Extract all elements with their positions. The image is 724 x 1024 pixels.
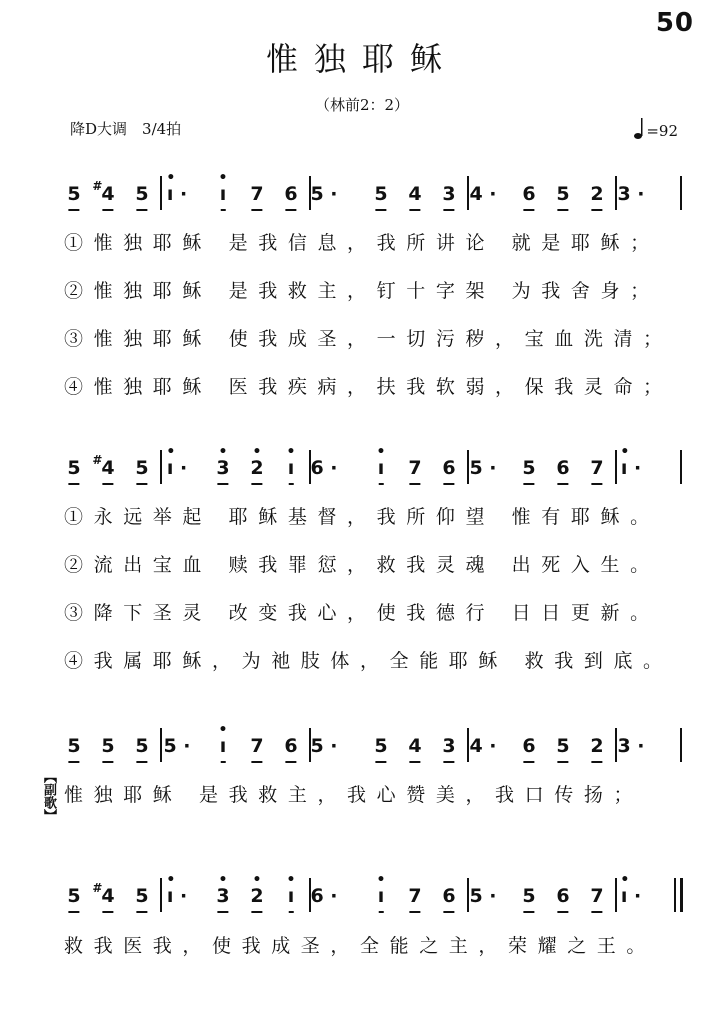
note-value: 2	[250, 885, 264, 907]
note	[617, 180, 644, 208]
octave-dot: •	[286, 872, 296, 888]
note-value: 7	[250, 183, 264, 205]
note	[620, 872, 642, 910]
note	[216, 872, 230, 910]
note	[442, 454, 455, 482]
eighth-underline	[251, 209, 262, 211]
note-value: 5	[135, 885, 149, 907]
note	[376, 444, 386, 482]
key-signature: 降D大调 3/4拍	[70, 120, 182, 138]
eighth-underline	[409, 209, 420, 211]
note-value: 3 ·	[617, 183, 645, 205]
note	[556, 454, 569, 482]
note-value: ı ·	[166, 457, 188, 479]
note-value: 4	[408, 735, 422, 757]
note-value: 4 ·	[469, 735, 497, 757]
barline	[615, 878, 617, 912]
lyric-line: ①惟独耶稣 是我信息，我所讲论 就是耶稣；	[64, 232, 660, 254]
note-value: 5	[522, 885, 536, 907]
note	[166, 872, 188, 910]
eighth-underline	[443, 209, 454, 211]
note	[469, 180, 496, 208]
barline	[160, 728, 162, 762]
note	[250, 872, 264, 910]
note	[522, 732, 535, 760]
note	[286, 872, 296, 910]
notes-line	[0, 444, 724, 504]
eighth-underline	[379, 483, 384, 485]
note	[442, 732, 455, 760]
note	[250, 444, 264, 482]
eighth-underline	[289, 483, 294, 485]
barline	[160, 450, 162, 484]
eighth-underline	[409, 911, 420, 913]
octave-dot: •	[620, 444, 630, 460]
note-value: 4	[101, 457, 115, 479]
eighth-underline	[102, 209, 113, 211]
note	[166, 444, 188, 482]
note	[522, 180, 535, 208]
chorus-label: 【副歌】	[41, 770, 56, 822]
song-title: 惟独耶稣	[265, 40, 458, 78]
lyric-line: 救我医我，使我成圣，全能之主，荣耀之王。	[64, 935, 657, 957]
note	[310, 454, 337, 482]
eighth-underline	[443, 911, 454, 913]
eighth-underline	[136, 911, 147, 913]
note	[67, 454, 80, 482]
note	[216, 444, 230, 482]
eighth-underline	[68, 761, 79, 763]
barline	[160, 878, 162, 912]
lyric-line: 惟独耶稣 是我救主，我心赞美，我口传扬；	[64, 784, 644, 806]
note-value: 5	[556, 735, 570, 757]
eighth-underline	[102, 483, 113, 485]
note-value: 5	[101, 735, 115, 757]
notes-line	[0, 872, 724, 932]
note-value: 5	[67, 735, 81, 757]
note-value: 5 ·	[310, 183, 338, 205]
note-value: 6	[522, 183, 536, 205]
eighth-underline	[251, 761, 262, 763]
note	[522, 454, 535, 482]
note-value: 5	[67, 457, 81, 479]
note	[374, 732, 387, 760]
note	[67, 882, 80, 910]
scripture-reference: （林前2：2）	[314, 96, 410, 114]
note-value: ı	[287, 885, 295, 907]
note	[218, 722, 228, 760]
note-value: 6	[442, 885, 456, 907]
barline	[680, 728, 682, 762]
note-value: 5 ·	[469, 457, 497, 479]
note-value: 5	[374, 183, 388, 205]
note	[101, 732, 114, 760]
octave-dot: •	[218, 444, 228, 460]
note	[376, 872, 386, 910]
note	[135, 732, 148, 760]
note	[556, 882, 569, 910]
octave-dot: •	[218, 170, 228, 186]
eighth-underline	[136, 483, 147, 485]
note	[310, 882, 337, 910]
note-value: 7	[408, 885, 422, 907]
eighth-underline	[409, 483, 420, 485]
note	[67, 180, 80, 208]
octave-dot: •	[376, 444, 386, 460]
barline	[160, 176, 162, 210]
eighth-underline	[557, 483, 568, 485]
note	[135, 882, 148, 910]
octave-dot: •	[252, 444, 262, 460]
note: # 4	[101, 882, 114, 910]
note-value: 2	[590, 735, 604, 757]
note	[310, 180, 337, 208]
note-value: ı	[377, 457, 385, 479]
eighth-underline	[285, 761, 296, 763]
octave-dot: •	[376, 872, 386, 888]
octave-dot: •	[286, 444, 296, 460]
note	[617, 732, 644, 760]
final-barline-thin	[674, 878, 676, 912]
eighth-underline	[217, 911, 228, 913]
note-value: 5	[135, 457, 149, 479]
note	[284, 180, 297, 208]
lyric-line: ②惟独耶稣 是我救主，钉十字架 为我舍身；	[64, 280, 660, 302]
eighth-underline	[68, 483, 79, 485]
eighth-underline	[523, 911, 534, 913]
note	[469, 882, 496, 910]
eighth-underline	[443, 761, 454, 763]
note: # 4	[101, 180, 114, 208]
octave-dot: •	[166, 444, 176, 460]
note-value: 5	[522, 457, 536, 479]
note	[590, 454, 603, 482]
eighth-underline	[221, 209, 226, 211]
note-value: 6 ·	[310, 457, 338, 479]
lyric-line: ①永远举起 耶稣基督，我所仰望 惟有耶稣。	[64, 506, 660, 528]
eighth-underline	[523, 209, 534, 211]
note-value: 7	[590, 885, 604, 907]
note	[556, 732, 569, 760]
note-value: 4	[101, 183, 115, 205]
octave-dot: •	[252, 872, 262, 888]
quarter-note-icon	[634, 118, 644, 140]
eighth-underline	[379, 911, 384, 913]
note-value: 5 ·	[469, 885, 497, 907]
note-value: 7	[408, 457, 422, 479]
note	[163, 732, 190, 760]
note	[620, 444, 642, 482]
eighth-underline	[251, 483, 262, 485]
eighth-underline	[136, 761, 147, 763]
octave-dot: •	[218, 872, 228, 888]
note-value: 2	[590, 183, 604, 205]
note	[442, 882, 455, 910]
barline	[615, 450, 617, 484]
page-number: 50	[655, 8, 694, 38]
octave-dot: •	[218, 722, 228, 738]
note-value: 4	[408, 183, 422, 205]
note-value: 5	[135, 183, 149, 205]
note	[408, 180, 421, 208]
note	[590, 180, 603, 208]
note-value: 4	[101, 885, 115, 907]
note-value: 7	[250, 735, 264, 757]
note	[250, 732, 263, 760]
note-value: 6	[556, 885, 570, 907]
note	[469, 454, 496, 482]
barline	[680, 176, 682, 210]
note	[374, 180, 387, 208]
eighth-underline	[251, 911, 262, 913]
eighth-underline	[557, 209, 568, 211]
note	[522, 882, 535, 910]
final-barline	[680, 878, 683, 912]
note	[590, 882, 603, 910]
notes-line	[0, 722, 724, 782]
note	[284, 732, 297, 760]
lyric-line: ②流出宝血 赎我罪愆，救我灵魂 出死入生。	[64, 554, 660, 576]
note-value: ı	[377, 885, 385, 907]
lyric-line: ③降下圣灵 改变我心，使我德行 日日更新。	[64, 602, 660, 624]
note-value: ı ·	[620, 885, 642, 907]
note-value: 5 ·	[310, 735, 338, 757]
note-value: 3	[216, 885, 230, 907]
lyric-line: ④我属耶稣，为祂肢体，全能耶稣 救我到底。	[64, 650, 673, 672]
eighth-underline	[375, 209, 386, 211]
tempo-marking	[634, 118, 678, 140]
eighth-underline	[557, 761, 568, 763]
eighth-underline	[409, 761, 420, 763]
note	[408, 882, 421, 910]
note	[310, 732, 337, 760]
note	[590, 732, 603, 760]
eighth-underline	[557, 911, 568, 913]
eighth-underline	[591, 761, 602, 763]
note-value: 3 ·	[617, 735, 645, 757]
eighth-underline	[285, 209, 296, 211]
note	[408, 732, 421, 760]
eighth-underline	[443, 483, 454, 485]
note	[286, 444, 296, 482]
note	[67, 732, 80, 760]
note	[166, 170, 188, 208]
eighth-underline	[221, 761, 226, 763]
octave-dot: •	[166, 170, 176, 186]
eighth-underline	[68, 209, 79, 211]
eighth-underline	[289, 911, 294, 913]
barline	[680, 450, 682, 484]
eighth-underline	[523, 483, 534, 485]
note	[250, 180, 263, 208]
octave-dot: •	[620, 872, 630, 888]
note-value: 6	[284, 735, 298, 757]
note-value: 5	[135, 735, 149, 757]
note	[408, 454, 421, 482]
note-value: 5 ·	[163, 735, 191, 757]
note-value: 6 ·	[310, 885, 338, 907]
note-value: 6	[442, 457, 456, 479]
eighth-underline	[523, 761, 534, 763]
note: # 4	[101, 454, 114, 482]
note-value: 3	[216, 457, 230, 479]
note-value: 5	[556, 183, 570, 205]
note-value: ı	[219, 735, 227, 757]
note	[218, 170, 228, 208]
notes-line	[0, 170, 724, 230]
note-value: ı ·	[166, 183, 188, 205]
eighth-underline	[217, 483, 228, 485]
eighth-underline	[102, 761, 113, 763]
note-value: 6	[556, 457, 570, 479]
lyric-line: ④惟独耶稣 医我疾病，扶我软弱，保我灵命；	[64, 376, 673, 398]
note	[135, 180, 148, 208]
note-value: ı	[219, 183, 227, 205]
eighth-underline	[68, 911, 79, 913]
note-value: 6	[522, 735, 536, 757]
note-value: 5	[374, 735, 388, 757]
note-value: ı ·	[166, 885, 188, 907]
note-value: ı	[287, 457, 295, 479]
note-value: 7	[590, 457, 604, 479]
tempo-value: =92	[646, 122, 678, 140]
note-value: 4 ·	[469, 183, 497, 205]
lyric-line: ③惟独耶稣 使我成圣，一切污秽，宝血洗清；	[64, 328, 673, 350]
note	[556, 180, 569, 208]
note	[442, 180, 455, 208]
eighth-underline	[591, 483, 602, 485]
note-value: 2	[250, 457, 264, 479]
note-value: 5	[67, 183, 81, 205]
note-value: 3	[442, 183, 456, 205]
eighth-underline	[591, 911, 602, 913]
eighth-underline	[591, 209, 602, 211]
note-value: 3	[442, 735, 456, 757]
note-value: ı ·	[620, 457, 642, 479]
note	[135, 454, 148, 482]
eighth-underline	[102, 911, 113, 913]
eighth-underline	[136, 209, 147, 211]
note	[469, 732, 496, 760]
note-value: 6	[284, 183, 298, 205]
octave-dot: •	[166, 872, 176, 888]
note-value: 5	[67, 885, 81, 907]
eighth-underline	[375, 761, 386, 763]
